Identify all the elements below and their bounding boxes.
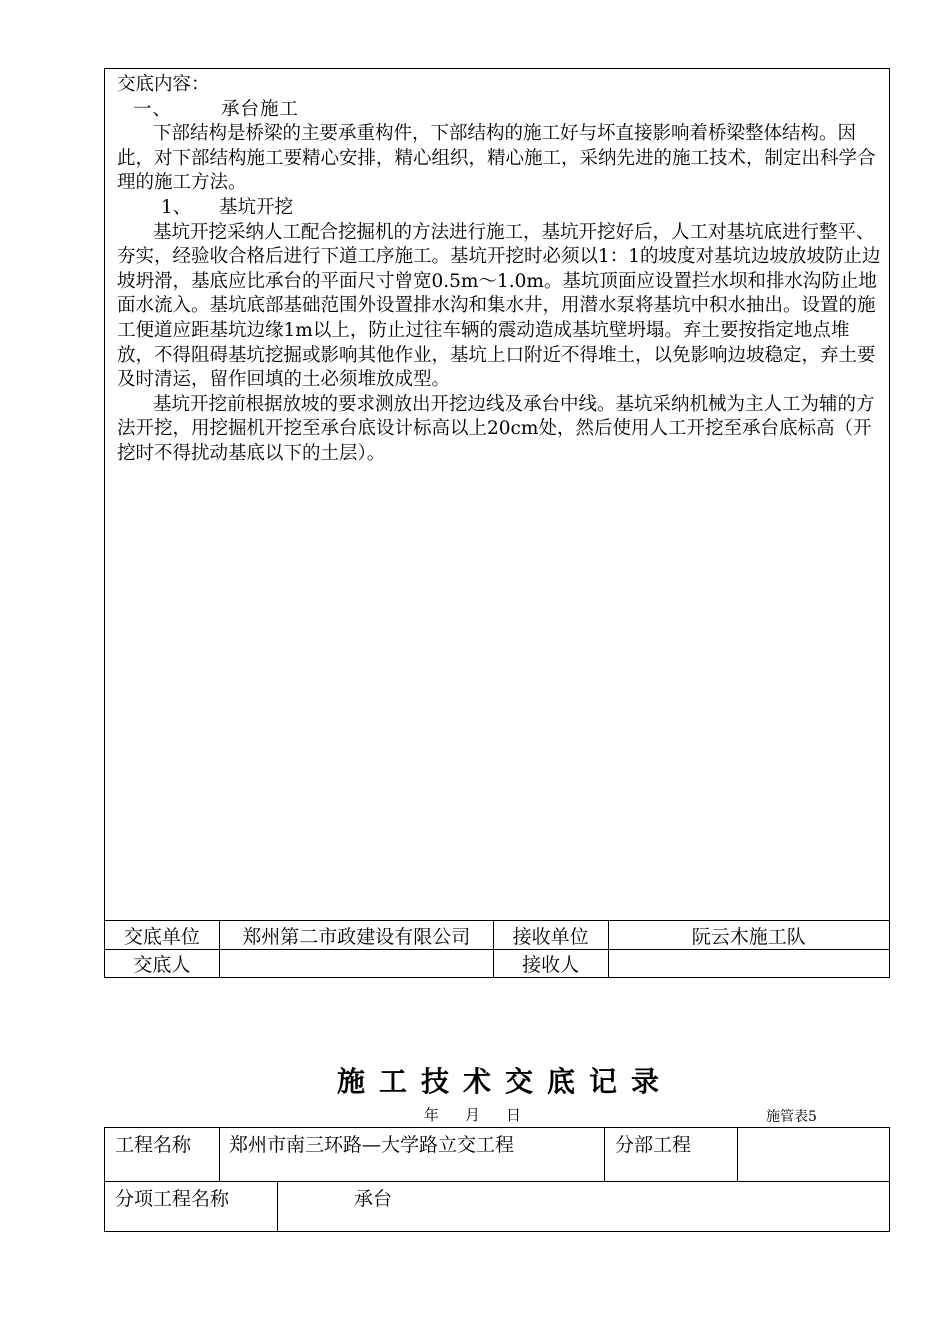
project-row xyxy=(105,1128,889,1182)
content-heading: 交底内容： xyxy=(117,74,210,95)
subsection-title: 基坑开挖 xyxy=(219,196,294,218)
paragraph-excavation: 基坑开挖采纳人工配合挖掘机的方法进行施工，基坑开挖好后，人工对基坑底进行整平、夯实，经验收合格后进行下道工序施工。基坑开挖时必须以1：1的坡度对基坑边坡放坡防止边坡坍滑，基底应比承台的平面尺寸曾宽0.5m～1.0m。基坑顶面应设置拦水坝和排水沟防止地面水流入。基坑底部基础范围外设置排水沟和集水井，用潜水泵将基坑中积水抽出。设置的施工便道应距基坑边缘1m以上，防止过往车辆的震动造成基坑壁坍塌。弃土要按指定地点堆放，不得阻碍基坑挖掘或影响其他作业，基坑上口附近不得堆土，以免影响边坡稳定，弃土要及时清运，留作回填的土必须堆放成型。 xyxy=(117,221,881,391)
issuer-unit-label: 交底单位 xyxy=(105,921,220,950)
issuer-unit-value: 郑州第二市政建设有限公司 xyxy=(219,921,493,950)
content-box xyxy=(104,68,890,920)
form-number: 施管表5 xyxy=(766,1109,817,1125)
project-name-label: 工程名称 xyxy=(105,1128,220,1181)
signoff-row-persons xyxy=(105,950,890,978)
division-label: 分部工程 xyxy=(605,1128,738,1181)
project-name-value: 郑州市南三环路—大学路立交工程 xyxy=(220,1128,605,1181)
subitem-row xyxy=(105,1182,889,1232)
subitem-label: 分项工程名称 xyxy=(105,1182,278,1232)
paragraph-intro: 下部结构是桥梁的主要承重构件，下部结构的施工好与坏直接影响着桥梁整体结构。因此，对下部结构施工要精心安排，精心组织，精心施工，采纳先进的施工技术，制定出科学合理的施工方法。 xyxy=(117,123,876,194)
receiver-unit-label: 接收单位 xyxy=(493,921,608,950)
signoff-table xyxy=(104,920,890,978)
date-year: 年 xyxy=(424,1106,440,1124)
subsection-heading-1 xyxy=(117,196,883,221)
subsection-number: 1、 xyxy=(161,196,192,218)
section-title: 承台施工 xyxy=(221,98,300,120)
receiver-person-field[interactable] xyxy=(608,950,889,978)
section-number: 一、 xyxy=(133,98,173,120)
date-line xyxy=(424,1104,547,1125)
date-month: 月 xyxy=(465,1106,481,1124)
receiver-person-label: 接收人 xyxy=(493,950,608,978)
section-heading-1 xyxy=(117,98,883,123)
signoff-row-units xyxy=(105,921,890,950)
date-day: 日 xyxy=(506,1106,522,1124)
disclosure-content xyxy=(117,73,883,467)
division-field[interactable] xyxy=(738,1128,889,1181)
issuer-person-field[interactable] xyxy=(219,950,493,978)
receiver-unit-value: 阮云木施工队 xyxy=(608,921,889,950)
issuer-person-label: 交底人 xyxy=(105,950,220,978)
subitem-value: 承台 xyxy=(354,1188,393,1210)
form-title: 施工技术交底记录 xyxy=(336,1065,673,1098)
project-info-table xyxy=(104,1127,890,1232)
paragraph-excavation-method: 基坑开挖前根据放坡的要求测放出开挖边线及承台中线。基坑采纳机械为主人工为辅的方法开挖，用挖掘机开挖至承台底设计标高以上20cm处，然后使用人工开挖至承台底标高（开挖时不得扰动基底以下的土层）。 xyxy=(117,393,875,464)
